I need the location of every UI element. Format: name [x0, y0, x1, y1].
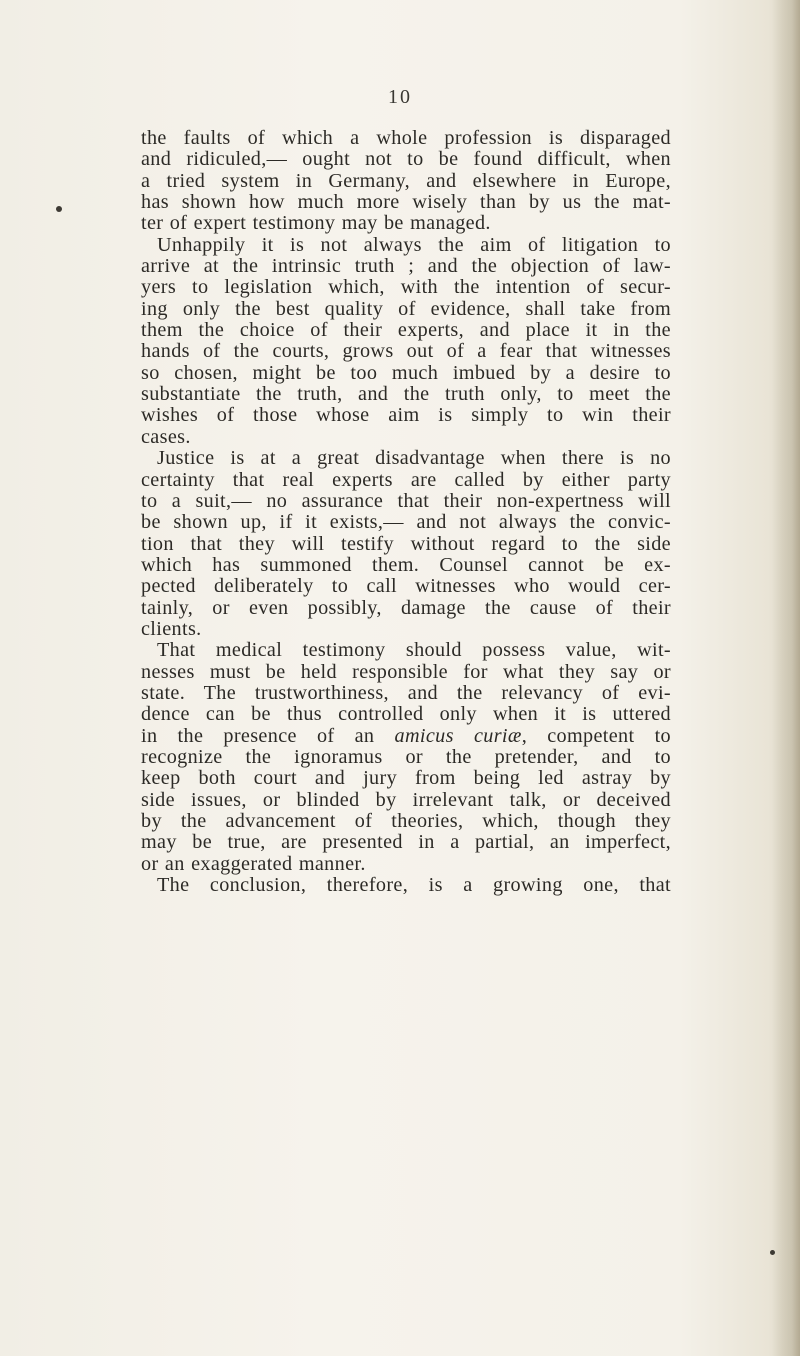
text-line: yers to legislation which, with the intention of secur- — [141, 276, 671, 299]
page-edge-shadow — [772, 0, 800, 1356]
text-line: and ridiculed,— ought not to be found difficult, when — [141, 148, 671, 171]
text-line: state. The trustworthiness, and the relevancy of evi- — [141, 681, 671, 704]
text-line: be shown up, if it exists,— and not always the convic- — [141, 511, 671, 534]
text-segment: , competent to — [521, 724, 672, 747]
text-line: a tried system in Germany, and elsewhere in Europe, — [141, 169, 671, 192]
text-line: may be true, are presented in a partial, an imperfect, — [141, 831, 671, 854]
text-line: tainly, or even possibly, damage the cause of their — [141, 596, 671, 619]
text-line: arrive at the intrinsic truth ; and the objection of law- — [141, 255, 671, 278]
text-line: Unhappily it is not always the aim of litigation to — [157, 233, 671, 256]
ink-spot — [770, 1250, 775, 1255]
text-line: substantiate the truth, and the truth only, to meet the — [141, 383, 671, 406]
text-line: has shown how much more wisely than by us the mat- — [141, 191, 671, 214]
text-line-with-italic — [141, 726, 671, 747]
text-line: pected deliberately to call witnesses who would cer- — [141, 575, 671, 598]
text-line: side issues, or blinded by irrelevant talk, or deceived — [141, 788, 671, 811]
text-line: recognize the ignoramus or the pretender, and to — [141, 745, 671, 768]
page-number: 10 — [388, 86, 412, 108]
text-line: cases. — [141, 425, 191, 448]
text-line: to a suit,— no assurance that their non-expertness will — [141, 489, 671, 512]
text-line: keep both court and jury from being led astray by — [141, 767, 671, 790]
ink-spot — [56, 206, 62, 212]
text-line: dence can be thus controlled only when it is uttered — [141, 703, 671, 726]
text-line: certainty that real experts are called by either party — [141, 468, 671, 491]
italic-phrase: amicus curiæ — [394, 724, 522, 747]
text-line: them the choice of their experts, and place it in the — [141, 319, 671, 342]
text-line: hands of the courts, grows out of a fear that witnesses — [141, 340, 671, 363]
text-segment: in the presence of an — [141, 724, 395, 747]
body-text — [141, 128, 671, 896]
text-line: so chosen, might be too much imbued by a desire to — [141, 361, 671, 384]
text-line: ter of expert testimony may be managed. — [141, 212, 491, 235]
text-line: the faults of which a whole profession is disparaged — [141, 127, 671, 149]
text-line: ing only the best quality of evidence, shall take from — [141, 297, 671, 320]
text-line: or an exaggerated manner. — [141, 852, 366, 875]
text-line: by the advancement of theories, which, though they — [141, 810, 671, 832]
text-line: nesses must be held responsible for what they say or — [141, 660, 671, 683]
text-line: That medical testimony should possess value, wit- — [157, 639, 671, 662]
text-line: clients. — [141, 617, 202, 640]
text-line: wishes of those whose aim is simply to win their — [141, 404, 671, 427]
text-line: which has summoned them. Counsel cannot be ex- — [141, 553, 671, 576]
text-line: The conclusion, therefore, is a growing one, that — [157, 874, 671, 897]
text-line: tion that they will testify without regard to the side — [141, 532, 671, 555]
text-line: Justice is at a great disadvantage when there is no — [157, 447, 671, 470]
